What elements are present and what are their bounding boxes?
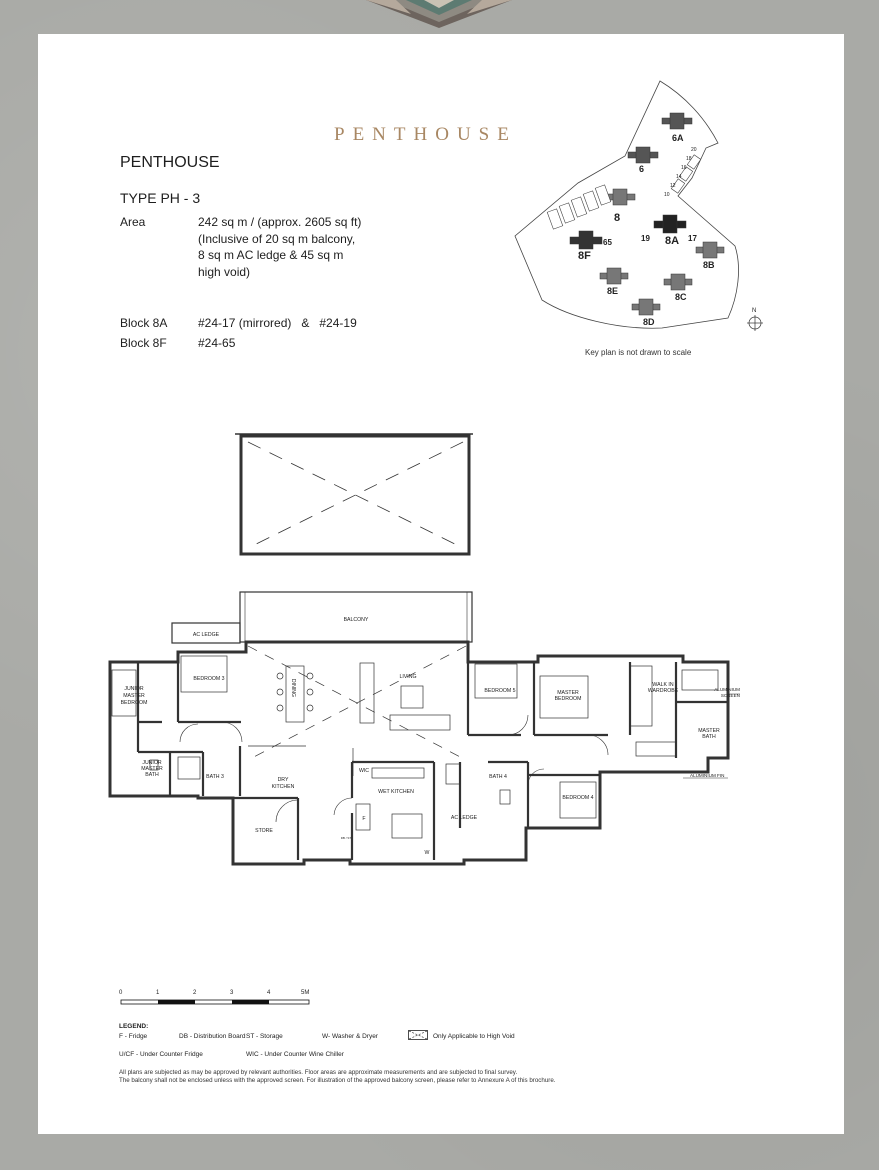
legend-item: U/CF - Under Counter Fridge bbox=[119, 1051, 203, 1058]
key-strip-number: 12 bbox=[670, 183, 676, 189]
scale-tick: 4 bbox=[267, 990, 271, 996]
area-line: 242 sq m / (approx. 2605 sq ft) bbox=[198, 215, 362, 229]
decorative-ornament bbox=[366, 0, 512, 28]
scale-tick: 5M bbox=[301, 990, 310, 996]
room-junior-master: MASTER bbox=[123, 693, 145, 699]
room-wic: WIC bbox=[358, 768, 370, 774]
room-ac-ledge-bottom: AC LEDGE bbox=[450, 815, 478, 821]
unit-type: TYPE PH - 3 bbox=[120, 190, 201, 206]
room-bedroom5: BEDROOM 5 bbox=[484, 688, 516, 694]
scale-bar bbox=[115, 986, 325, 1008]
block-8d-shape bbox=[632, 299, 660, 315]
room-dry-kitchen: DRY bbox=[277, 777, 289, 783]
block-8f-units: #24-65 bbox=[198, 336, 236, 350]
floor-plan bbox=[108, 430, 740, 870]
room-junior-master-bath: JUNIOR bbox=[142, 760, 162, 766]
room-master-bedroom: BEDROOM bbox=[554, 696, 582, 702]
disclaimer-line: All plans are subjected as may be approved by relevant authorities. Floor areas are approximate measurements and are subjected to final survey. bbox=[119, 1069, 518, 1076]
block-8a-label: Block 8A bbox=[120, 316, 168, 330]
north-arrow-icon bbox=[747, 308, 763, 331]
key-block-8c: 8C bbox=[675, 292, 687, 302]
key-block-6: 6 bbox=[639, 164, 645, 174]
area-details bbox=[198, 214, 361, 280]
unit-title: PENTHOUSE bbox=[120, 154, 220, 171]
key-plan-note: Key plan is not drawn to scale bbox=[585, 348, 692, 357]
block-8e-shape bbox=[600, 268, 628, 284]
area-line: (Inclusive of 20 sq m balcony, bbox=[198, 231, 356, 246]
disclaimer-notes bbox=[119, 1069, 555, 1085]
area-label: Area bbox=[120, 215, 146, 229]
block-6-shape bbox=[628, 147, 658, 163]
room-living: LIVING bbox=[399, 674, 417, 680]
scale-tick: 3 bbox=[230, 990, 234, 996]
furniture bbox=[112, 656, 718, 838]
legend-item: ST - Storage bbox=[246, 1033, 283, 1040]
scale-tick: 2 bbox=[193, 990, 197, 996]
key-strip-number: 14 bbox=[676, 174, 682, 180]
door-swings bbox=[180, 715, 608, 822]
room-bedroom4: BEDROOM 4 bbox=[562, 795, 594, 801]
room-bedroom3: BEDROOM 3 bbox=[193, 676, 225, 682]
room-wet-kitchen: WET KITCHEN bbox=[378, 789, 414, 795]
key-strip-number: 10 bbox=[664, 192, 670, 198]
block-8b-shape bbox=[696, 242, 724, 258]
aluminium-screen-label: ALUMINIUM bbox=[714, 687, 740, 692]
north-label: N bbox=[752, 308, 757, 314]
legend-item: Only Applicable to High Void bbox=[433, 1033, 515, 1040]
block-8f-label: Block 8F bbox=[120, 336, 167, 350]
key-block-8b: 8B bbox=[703, 260, 715, 270]
key-unit-17: 17 bbox=[688, 234, 697, 243]
legend-title: LEGEND: bbox=[119, 1023, 149, 1030]
key-strip-number: 20 bbox=[691, 147, 697, 153]
room-master-bath: MASTER bbox=[698, 728, 720, 734]
block-8f-shape bbox=[570, 231, 602, 249]
room-balcony: BALCONY bbox=[343, 617, 369, 623]
block-8a-shape bbox=[654, 215, 686, 233]
block-6a-shape bbox=[662, 113, 692, 129]
room-dining: DINING bbox=[290, 678, 296, 698]
high-void-cross bbox=[248, 442, 463, 548]
washer-label: W bbox=[424, 850, 430, 856]
room-walk-in-wardrobe: WALK IN bbox=[652, 682, 674, 688]
key-plan bbox=[510, 78, 780, 363]
room-junior-master: BEDROOM bbox=[120, 700, 148, 706]
key-block-6a: 6A bbox=[672, 133, 684, 143]
key-block-8: 8 bbox=[614, 212, 621, 224]
area-line: high void) bbox=[198, 264, 251, 279]
room-junior-master-bath: BATH bbox=[145, 772, 159, 778]
scale-tick: 0 bbox=[119, 990, 123, 996]
key-unit-65: 65 bbox=[603, 238, 612, 247]
brand-title: PENTHOUSE bbox=[334, 124, 517, 145]
high-void-legend-icon bbox=[408, 1030, 428, 1040]
room-junior-master-bath: MASTER bbox=[141, 766, 163, 772]
room-store: STORE bbox=[255, 828, 273, 834]
room-walk-in-wardrobe: WARDROBE bbox=[647, 688, 679, 694]
room-dry-kitchen: KITCHEN bbox=[271, 784, 295, 790]
legend-item: DB - Distribution Board bbox=[179, 1033, 246, 1040]
db-st-label: DB / ST bbox=[340, 836, 352, 840]
disclaimer-line: The balcony shall not be enclosed unless with the approved screen. For illustration of the approved balcony screen, please refer to Annexure A of this brochure. bbox=[119, 1077, 556, 1084]
key-block-8a: 8A bbox=[665, 235, 680, 247]
room-ac-ledge-top: AC LEDGE bbox=[192, 632, 220, 638]
room-master-bath: BATH bbox=[702, 734, 716, 740]
scale-tick: 1 bbox=[156, 990, 160, 996]
room-master-bedroom: MASTER bbox=[557, 690, 579, 696]
block-8-shape bbox=[605, 189, 635, 205]
living-void-cross bbox=[248, 646, 466, 760]
key-block-8d: 8D bbox=[643, 317, 655, 327]
legend-item: F - Fridge bbox=[119, 1033, 148, 1040]
key-strip-number: 18 bbox=[686, 156, 692, 162]
room-bath3: BATH 3 bbox=[206, 774, 224, 780]
fridge-label: F bbox=[362, 816, 366, 822]
key-unit-19: 19 bbox=[641, 234, 650, 243]
area-line: 8 sq m AC ledge & 45 sq m bbox=[198, 248, 344, 262]
key-block-8e: 8E bbox=[607, 286, 619, 296]
key-block-8f: 8F bbox=[578, 250, 591, 262]
legend-item: WIC - Under Counter Wine Chiller bbox=[246, 1051, 344, 1058]
legend-item: W- Washer & Dryer bbox=[322, 1033, 378, 1040]
block-8a-units: #24-17 (mirrored) & #24-19 bbox=[198, 316, 357, 330]
block-8c-shape bbox=[664, 274, 692, 290]
aluminium-screen-label: SCREEN bbox=[720, 693, 740, 698]
room-junior-master: JUNIOR bbox=[124, 686, 144, 692]
key-strip-number: 16 bbox=[681, 165, 687, 171]
room-bath4: BATH 4 bbox=[489, 774, 507, 780]
aluminium-fin-label: ALUMINIUM FIN bbox=[690, 773, 725, 778]
